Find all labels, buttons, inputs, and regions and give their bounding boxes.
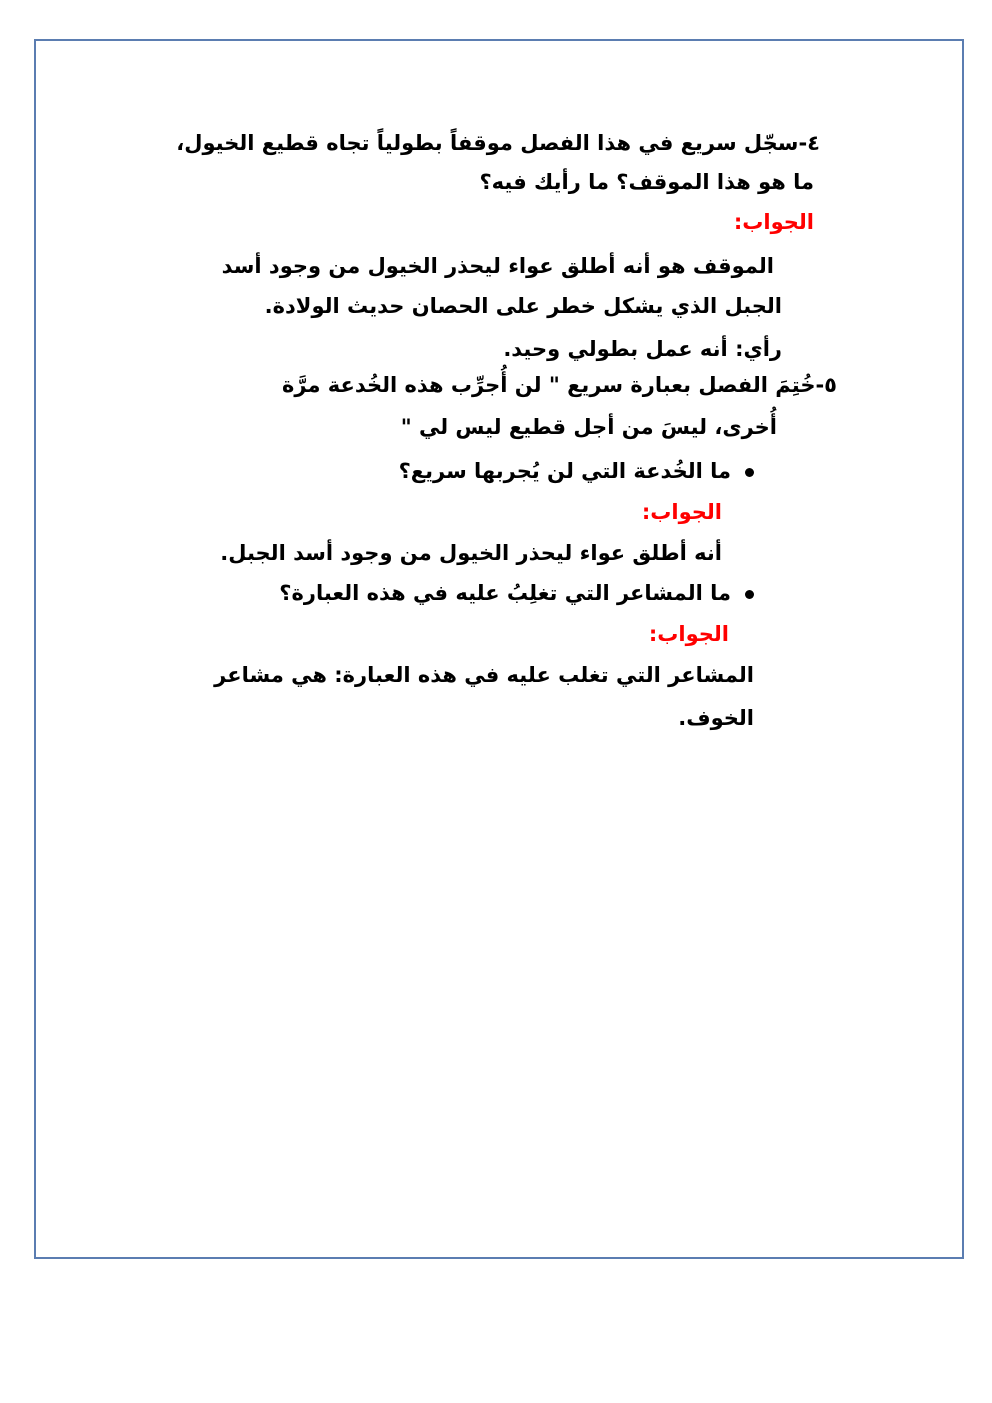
sub2-answer-label: الجواب: [648,622,729,646]
bullet-dot-icon [745,590,754,599]
question-5-line-1: ٥-خُتِمَ الفصل بعبارة سريع " لن أُجرِّب هذه الخُدعة مرَّة [282,373,837,397]
question-4-answer-line-3: رأي: أنه عمل بطولي وحيد. [503,337,782,361]
sub2-answer-line-1: المشاعر التي تغلب عليه في هذه العبارة: هي مشاعر [214,663,754,687]
sub2-answer-line-2: الخوف. [678,706,754,730]
bullet-question-2 [279,578,754,608]
question-4-line-1: ٤-سجّل سريع في هذا الفصل موقفاً بطولياً تجاه قطيع الخيول، [176,131,820,155]
bullet-question-2-text: ما المشاعر التي تغلِبُ عليه في هذه العبارة؟ [279,581,731,605]
question-4-line-2: ما هو هذا الموقف؟ ما رأيك فيه؟ [479,170,814,194]
question-5-line-2: أُخرى، ليسَ من أجل قطيع ليس لي " [400,415,777,439]
bullet-dot-icon [745,468,754,477]
sub1-answer-label: الجواب: [641,500,722,524]
question-4-answer-line-2: الجبل الذي يشكل خطر على الحصان حديث الولادة. [264,294,782,318]
bullet-question-1 [399,456,754,486]
page-border [34,39,964,1259]
sub1-answer-text: أنه أطلق عواء ليحذر الخيول من وجود أسد الجبل. [220,541,722,565]
question-4-answer-label: الجواب: [733,210,814,234]
bullet-question-1-text: ما الخُدعة التي لن يُجربها سريع؟ [398,459,731,483]
question-4-answer-line-1: الموقف هو أنه أطلق عواء ليحذر الخيول من وجود أسد [221,254,774,278]
